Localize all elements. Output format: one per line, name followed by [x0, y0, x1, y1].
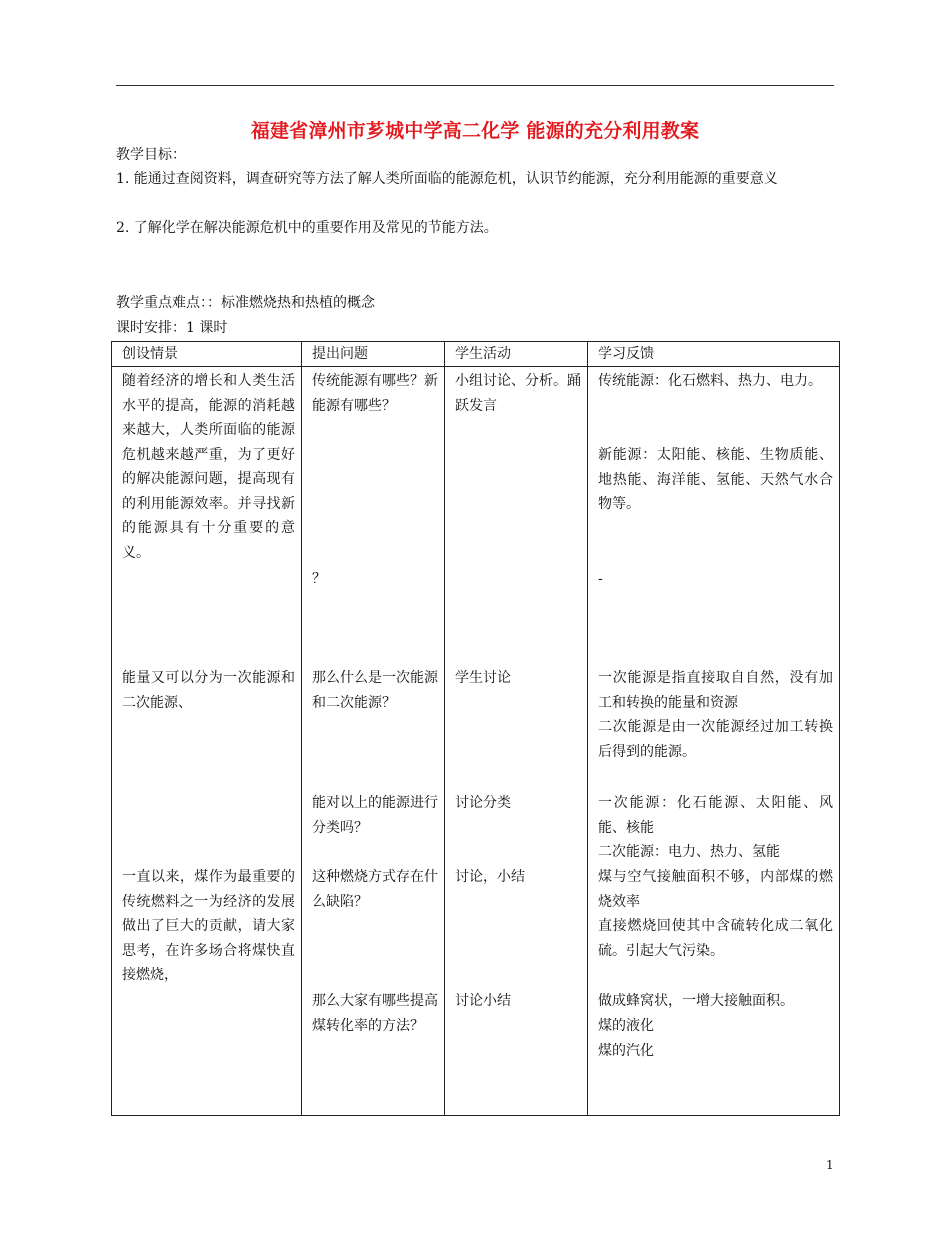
header-feedback: 学习反馈 [588, 342, 840, 367]
objective-1: 1. 能通过查阅资料，调查研究等方法了解人类所面临的能源危机，认识节约能源，充分利用能源的重要意义 [116, 171, 778, 187]
activity-text-5: 讨论小结 [455, 993, 511, 1009]
feedback-text-7: 煤与空气接触面积不够，内部煤的燃烧效率 [598, 869, 833, 910]
schedule: 课时安排：1 课时 [116, 320, 228, 336]
question-text-3: 能对以上的能源进行分类吗？ [312, 795, 438, 836]
page-number: 1 [826, 1158, 834, 1172]
feedback-cell [588, 367, 840, 1116]
feedback-text-6: 二次能源：电力、热力、氢能 [598, 844, 780, 860]
scenario-text-1: 随着经济的增长和人类生活水平的提高，能源的消耗越来越大，人类所面临的能源危机越来越严重，为了更好的解决能源问题，提高现有的利用能源效率。并寻找新的能源具有十分重要的意义。 [122, 373, 295, 561]
question-text-1: 传统能源有哪些？新能源有哪些？ [312, 373, 438, 414]
objectives-label: 教学目标： [116, 147, 186, 163]
activity-cell [445, 367, 588, 1116]
table-body-row [112, 367, 840, 1116]
header-activity: 学生活动 [445, 342, 588, 367]
feedback-text-8: 直接燃烧回使其中含硫转化成二氧化硫。引起大气污染。 [598, 918, 833, 959]
feedback-text-9: 做成蜂窝状，一增大接触面积。 [598, 993, 794, 1009]
table-header-row [112, 342, 840, 367]
question-text-4: 这种燃烧方式存在什么缺陷？ [312, 869, 438, 910]
objective-2: 2. 了解化学在解决能源危机中的重要作用及常见的节能方法。 [116, 220, 498, 236]
feedback-text-11: 煤的汽化 [598, 1043, 654, 1059]
key-points: 教学重点难点：：标准燃烧热和热植的概念 [116, 295, 375, 311]
activity-text-1: 小组讨论、分析。踊跃发言 [455, 373, 581, 414]
activity-text-4: 讨论，小结 [455, 869, 525, 885]
question-text-5: 那么大家有哪些提高煤转化率的方法？ [312, 993, 438, 1034]
header-scenario: 创设情景 [112, 342, 302, 367]
activity-text-3: 讨论分类 [455, 795, 511, 811]
scenario-text-2: 能量又可以分为一次能源和二次能源、 [122, 670, 295, 711]
feedback-text-10: 煤的液化 [598, 1018, 654, 1034]
document-title: 福建省漳州市芗城中学高二化学 能源的充分利用教案 [250, 120, 700, 142]
feedback-text-3: 一次能源是指直接取自自然，没有加工和转换的能量和资源 [598, 670, 833, 711]
feedback-dash: - [598, 571, 603, 587]
scenario-cell [112, 367, 302, 1116]
feedback-text-4: 二次能源是由一次能源经过加工转换后得到的能源。 [598, 719, 833, 760]
feedback-text-1: 传统能源：化石燃料、热力、电力。 [598, 373, 822, 389]
header-rule [116, 85, 834, 86]
scenario-text-3: 一直以来，煤作为最重要的传统燃料之一为经济的发展做出了巨大的贡献，请大家思考，在许多场合将煤快直接燃烧， [122, 869, 295, 983]
lesson-plan-table [111, 341, 840, 1116]
activity-text-2: 学生讨论 [455, 670, 511, 686]
header-question: 提出问题 [302, 342, 445, 367]
question-cell [302, 367, 445, 1116]
feedback-text-5: 一次能源：化石能源、太阳能、风能、核能 [598, 795, 833, 836]
question-text-2: 那么什么是一次能源和二次能源？ [312, 670, 438, 711]
feedback-text-2: 新能源：太阳能、核能、生物质能、地热能、海洋能、氢能、天然气水合物等。 [598, 447, 833, 512]
question-mark: ？ [312, 571, 326, 587]
